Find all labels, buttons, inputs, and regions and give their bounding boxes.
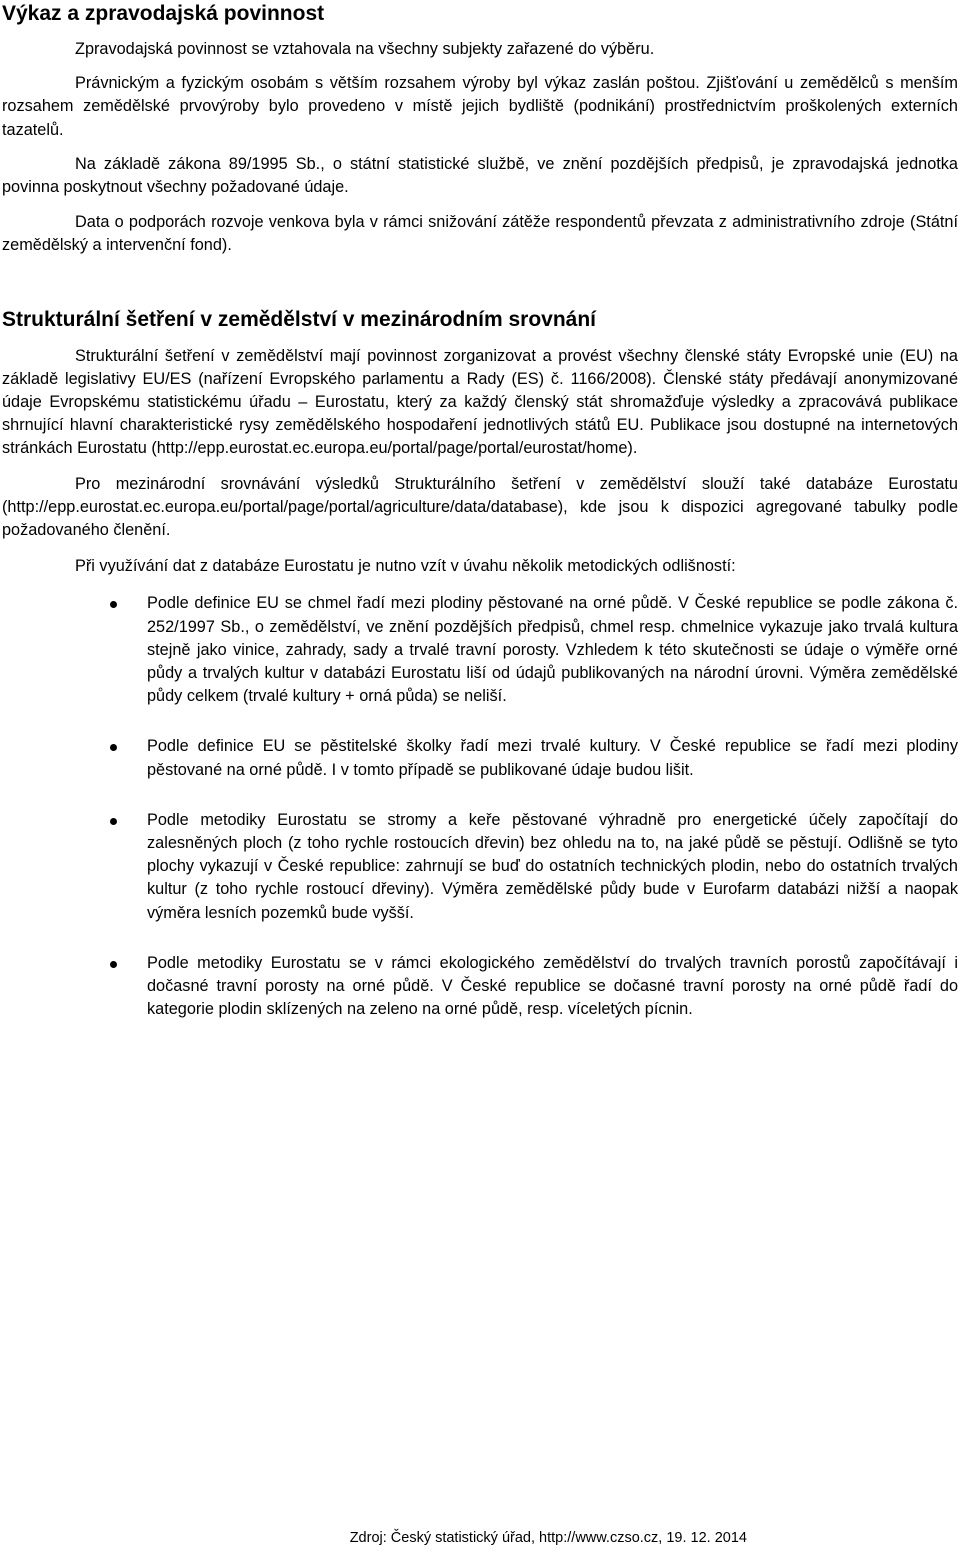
list-item-text: Podle metodiky Eurostatu se v rámci ekologického zemědělství do trvalých travních porostů započítávají i dočasné travní porosty na orné půdě. V České republice se dočasné travní porosty na orné půdě řadí do kategorie plodin sklízených na zeleno na orné půdě, resp. víceletých pícnin. xyxy=(147,953,958,1019)
bullet-icon xyxy=(110,601,117,608)
paragraph-reporting-duty: Zpravodajská povinnost se vztahovala na všechny subjekty zařazené do výběru. xyxy=(75,40,655,58)
paragraph-rural-support: Data o podporách rozvoje venkova byla v rámci snižování zátěže respondentů převzata z administrativního zdroje (Státní zemědělský a intervenční fond). xyxy=(2,213,958,255)
list-item-text: Podle definice EU se pěstitelské školky řadí mezi trvalé kultury. V České republice se řadí mezi plodiny pěstované na orné půdě. I v tomto případě se publikované údaje budou lišit. xyxy=(147,737,958,779)
methodology-differences-list xyxy=(2,592,958,1021)
paragraph-survey-method: Právnickým a fyzickým osobám s větším rozsahem výroby byl výkaz zaslán poštou. Zjišťování u zemědělců s menším rozsahem zemědělské prvovýroby bylo provedeno v místě jejich bydliště (podnikání) prostřednictvím proškolených externích tazatelů. xyxy=(2,74,958,139)
list-item xyxy=(2,809,958,925)
list-item xyxy=(2,735,958,781)
bullet-icon xyxy=(110,961,117,968)
bullet-icon xyxy=(110,744,117,751)
page-footer-source: Zdroj: Český statistický úřad, http://www.czso.cz, 19. 12. 2014 xyxy=(349,1530,747,1546)
section-heading-international: Strukturální šetření v zemědělství v mezinárodním srovnání xyxy=(2,307,597,331)
list-item-text: Podle metodiky Eurostatu se stromy a keře pěstované výhradně pro energetické účely započítají do zalesněných ploch (z toho rychle rostoucích dřevin) bez ohledu na to, na jaké půdě se pěstují. Odlišně se tyto plochy vykazují v České republice: zahrnují se buď do ostatních technických plodin, nebo do ostatních trvalých kultur (z toho rychle rostoucí dřeviny). Výměra zemědělské půdy bude v Eurofarm databázi nižší a naopak výměra lesních pozemků bude vyšší. xyxy=(147,810,958,922)
paragraph-eurostat-database: Pro mezinárodní srovnávání výsledků Strukturálního šetření v zemědělství slouží také databáze Eurostatu (http://epp.eurostat.ec.europa.eu/portal/page/portal/agriculture/data/database), kde jsou k dispozici agregované tabulky podle požadovaného členění. xyxy=(2,474,958,540)
paragraph-methodology-intro: Při využívání dat z databáze Eurostatu je nutno vzít v úvahu několik metodických odlišností: xyxy=(75,557,736,576)
list-item xyxy=(2,592,958,708)
bullet-icon xyxy=(110,818,117,825)
paragraph-legal-basis: Na základě zákona 89/1995 Sb., o státní statistické službě, ve znění pozdějších předpisů, je zpravodajská jednotka povinna poskytnout všechny požadované údaje. xyxy=(2,154,958,197)
section-heading-report: Výkaz a zpravodajská povinnost xyxy=(2,2,325,25)
paragraph-eu-legislation: Strukturální šetření v zemědělství mají povinnost zorganizovat a provést všechny členské státy Evropské unie (EU) na základě legislativy EU/ES (nařízení Evropského parlamentu a Rady (ES) č. 1166/2008). Členské státy předávají anonymizované údaje Evropskému statistickému úřadu – Eurostatu, který za každý členský stát shromažďuje výsledky a zpracovává publikace shrnující hlavní charakteristické rysy zemědělského hospodaření jednotlivých států EU. Publikace jsou dostupné na internetových stránkách Eurostatu (http://epp.eurostat.ec.europa.eu/portal/page/portal/eurostat/home). xyxy=(2,346,958,458)
list-item xyxy=(2,952,958,1022)
list-item-text: Podle definice EU se chmel řadí mezi plodiny pěstované na orné půdě. V České republice se podle zákona č. 252/1997 Sb., o zemědělství, ve znění pozdějších předpisů, chmel resp. chmelnice vykazuje jako trvalá kultura stejně jako vinice, zahrady, sady a trvalé travní porosty. Vzhledem k této skutečnosti se údaje o výměře orné půdy a trvalých kultur v databázi Eurostatu liší od údajů publikovaných na národní úrovni. Výměra zemědělské půdy celkem (trvalé kultury + orná půda) se neliší. xyxy=(147,594,958,706)
